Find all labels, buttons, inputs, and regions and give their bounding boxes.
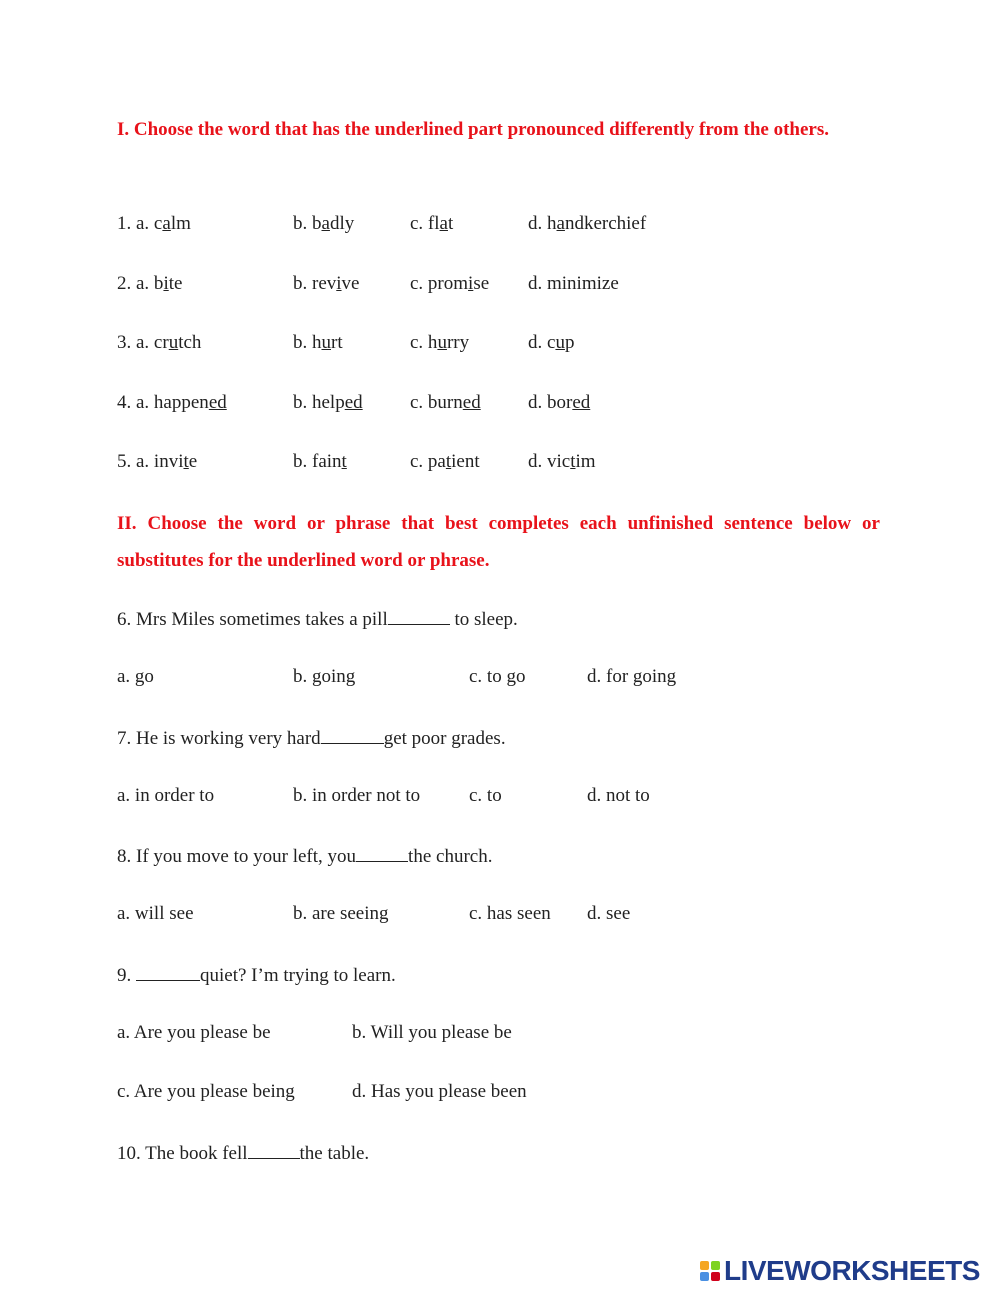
option-d[interactable]: d. victim — [528, 451, 596, 472]
option-b[interactable]: b. badly — [293, 213, 355, 234]
underlined-part: u — [437, 332, 447, 353]
question-number: 1. — [117, 213, 136, 234]
underlined-part: t — [570, 451, 576, 472]
option-c[interactable]: c. to — [469, 785, 502, 806]
option-d[interactable]: d. for going — [587, 666, 677, 687]
question-number: 3. — [117, 332, 136, 353]
option-a[interactable]: 2. a. bite — [117, 273, 183, 294]
question-number: 2. — [117, 273, 136, 294]
underlined-part: t — [183, 451, 189, 472]
underlined-part: a — [439, 213, 448, 234]
option-b[interactable]: b. going — [293, 666, 356, 687]
underlined-part: i — [163, 273, 169, 294]
underlined-part: ed — [572, 392, 591, 413]
logo-blocks-icon — [700, 1261, 720, 1281]
underlined-part: a — [321, 213, 330, 234]
question-6: 6. Mrs Miles sometimes takes a pill to sleep. — [117, 609, 518, 630]
blank — [321, 726, 384, 744]
option-a[interactable]: a. Are you please be — [117, 1022, 271, 1043]
underlined-part: u — [555, 332, 565, 353]
underlined-part: ed — [462, 392, 481, 413]
question-number: 4. — [117, 392, 136, 413]
option-c[interactable]: c. to go — [469, 666, 526, 687]
option-c[interactable]: c. Are you please being — [117, 1081, 295, 1102]
option-c[interactable]: c. hurry — [410, 332, 470, 353]
option-d[interactable]: d. not to — [587, 785, 650, 806]
option-b[interactable]: b. hurt — [293, 332, 343, 353]
option-c[interactable]: c. has seen — [469, 903, 551, 924]
question-9: 9. quiet? I’m trying to learn. — [117, 965, 396, 986]
option-d[interactable]: d. Has you please been — [352, 1081, 527, 1102]
option-a[interactable]: a. in order to — [117, 785, 215, 806]
blank — [248, 1141, 300, 1159]
question-7: 7. He is working very hard get poor grades. — [117, 728, 506, 749]
section-2-heading: II. Choose the word or phrase that best completes each unfinished sentence below or substitutes for the underlined word or phrase. — [117, 513, 880, 571]
liveworksheets-logo — [700, 1256, 980, 1286]
question-10: 10. The book fell the table. — [117, 1143, 370, 1164]
section-1-heading: I. Choose the word that has the underlined part pronounced differently from the others. — [117, 119, 829, 140]
option-a[interactable]: a. will see — [117, 903, 194, 924]
option-a[interactable]: 3. a. crutch — [117, 332, 202, 353]
question-8: 8. If you move to your left, you the church. — [117, 846, 493, 867]
option-c[interactable]: c. promise — [410, 273, 490, 294]
option-d[interactable]: d. see — [587, 903, 631, 924]
option-d[interactable]: d. bored — [528, 392, 591, 413]
option-d[interactable]: d. handkerchief — [528, 213, 647, 234]
option-c[interactable]: c. flat — [410, 213, 454, 234]
underlined-part: t — [445, 451, 452, 472]
blank — [388, 607, 450, 625]
underlined-part: ed — [208, 392, 227, 413]
underlined-part: u — [321, 332, 331, 353]
option-c[interactable]: c. burned — [410, 392, 481, 413]
option-a[interactable]: 1. a. calm — [117, 213, 191, 234]
option-b[interactable]: b. faint — [293, 451, 347, 472]
option-a[interactable]: 5. a. invite — [117, 451, 198, 472]
option-a[interactable]: 4. a. happened — [117, 392, 227, 413]
option-a[interactable]: a. go — [117, 666, 154, 687]
blank — [136, 963, 200, 981]
option-c[interactable]: c. patient — [410, 451, 480, 472]
logo-text: LIVEWORKSHEETS — [724, 1255, 980, 1286]
option-d[interactable]: d. cup — [528, 332, 575, 353]
underlined-part: i — [336, 273, 342, 294]
option-b[interactable]: b. in order not to — [293, 785, 421, 806]
option-b[interactable]: b. revive — [293, 273, 360, 294]
underlined-part: u — [168, 332, 179, 353]
question-number: 5. — [117, 451, 136, 472]
underlined-part: a — [556, 213, 565, 234]
option-b[interactable]: b. are seeing — [293, 903, 389, 924]
option-b[interactable]: b. Will you please be — [352, 1022, 512, 1043]
underlined-part: i — [468, 273, 474, 294]
option-d[interactable]: d. minimize — [528, 273, 619, 294]
underlined-part: t — [341, 451, 347, 472]
blank — [356, 844, 408, 862]
underlined-part: a — [162, 213, 171, 234]
option-b[interactable]: b. helped — [293, 392, 363, 413]
underlined-part: ed — [344, 392, 363, 413]
